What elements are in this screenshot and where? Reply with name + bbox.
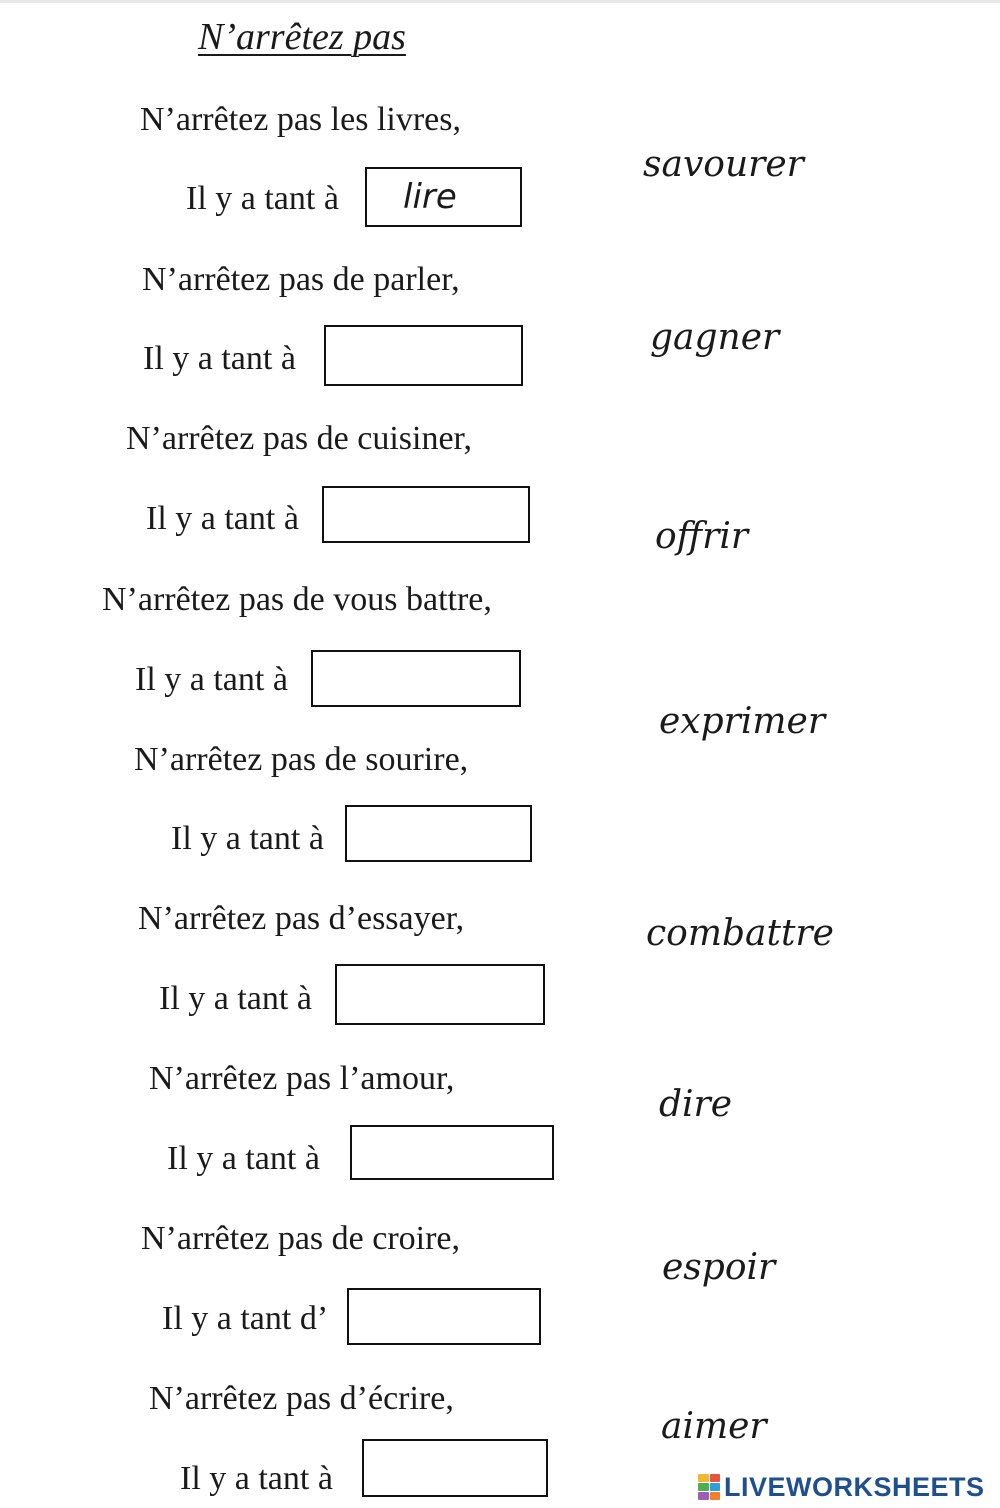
answer-box-3[interactable] bbox=[322, 486, 530, 543]
prompt-2: Il y a tant à bbox=[143, 340, 296, 377]
stanza-line-2: N’arrêtez pas de parler, bbox=[142, 261, 460, 298]
stanza-line-6: N’arrêtez pas d’essayer, bbox=[138, 900, 465, 937]
word-bank-item[interactable]: aimer bbox=[661, 1406, 767, 1447]
word-bank-item[interactable]: exprimer bbox=[659, 701, 826, 742]
stanza-line-7: N’arrêtez pas l’amour, bbox=[149, 1060, 455, 1097]
prompt-5: Il y a tant à bbox=[171, 820, 324, 857]
prompt-6: Il y a tant à bbox=[159, 980, 312, 1017]
answer-box-2[interactable] bbox=[324, 325, 523, 386]
answer-box-6[interactable] bbox=[335, 964, 545, 1025]
prompt-4: Il y a tant à bbox=[135, 661, 288, 698]
answer-box-9[interactable] bbox=[362, 1439, 548, 1497]
top-divider bbox=[0, 0, 1000, 3]
word-bank-item[interactable]: offrir bbox=[655, 516, 749, 557]
worksheet-title: N’arrêtez pas bbox=[198, 16, 406, 58]
stanza-line-8: N’arrêtez pas de croire, bbox=[141, 1220, 461, 1257]
stanza-line-3: N’arrêtez pas de cuisiner, bbox=[126, 420, 473, 457]
logo-text: LIVEWORKSHEETS bbox=[724, 1471, 985, 1502]
answer-box-7[interactable] bbox=[350, 1125, 554, 1180]
word-bank-item[interactable]: dire bbox=[659, 1084, 733, 1125]
liveworksheets-logo-icon bbox=[698, 1474, 720, 1500]
stanza-line-9: N’arrêtez pas d’écrire, bbox=[149, 1380, 454, 1417]
stanza-line-4: N’arrêtez pas de vous battre, bbox=[102, 581, 492, 618]
answer-box-8[interactable] bbox=[347, 1288, 541, 1345]
answer-box-4[interactable] bbox=[311, 650, 521, 707]
word-bank-item[interactable]: savourer bbox=[643, 144, 804, 185]
prompt-9: Il y a tant à bbox=[180, 1460, 333, 1497]
word-bank-item[interactable]: gagner bbox=[650, 317, 780, 358]
stanza-line-1: N’arrêtez pas les livres, bbox=[140, 101, 461, 138]
prompt-3: Il y a tant à bbox=[146, 500, 299, 537]
answer-box-5[interactable] bbox=[345, 805, 532, 862]
prompt-8: Il y a tant d’ bbox=[162, 1300, 329, 1337]
prompt-1: Il y a tant à bbox=[186, 180, 339, 217]
word-bank-item[interactable]: espoir bbox=[662, 1247, 776, 1288]
prompt-7: Il y a tant à bbox=[167, 1140, 320, 1177]
liveworksheets-logo bbox=[698, 1470, 985, 1504]
stanza-line-5: N’arrêtez pas de sourire, bbox=[134, 741, 469, 778]
answer-box-1[interactable] bbox=[365, 167, 522, 227]
word-bank-item[interactable]: combattre bbox=[646, 913, 834, 954]
